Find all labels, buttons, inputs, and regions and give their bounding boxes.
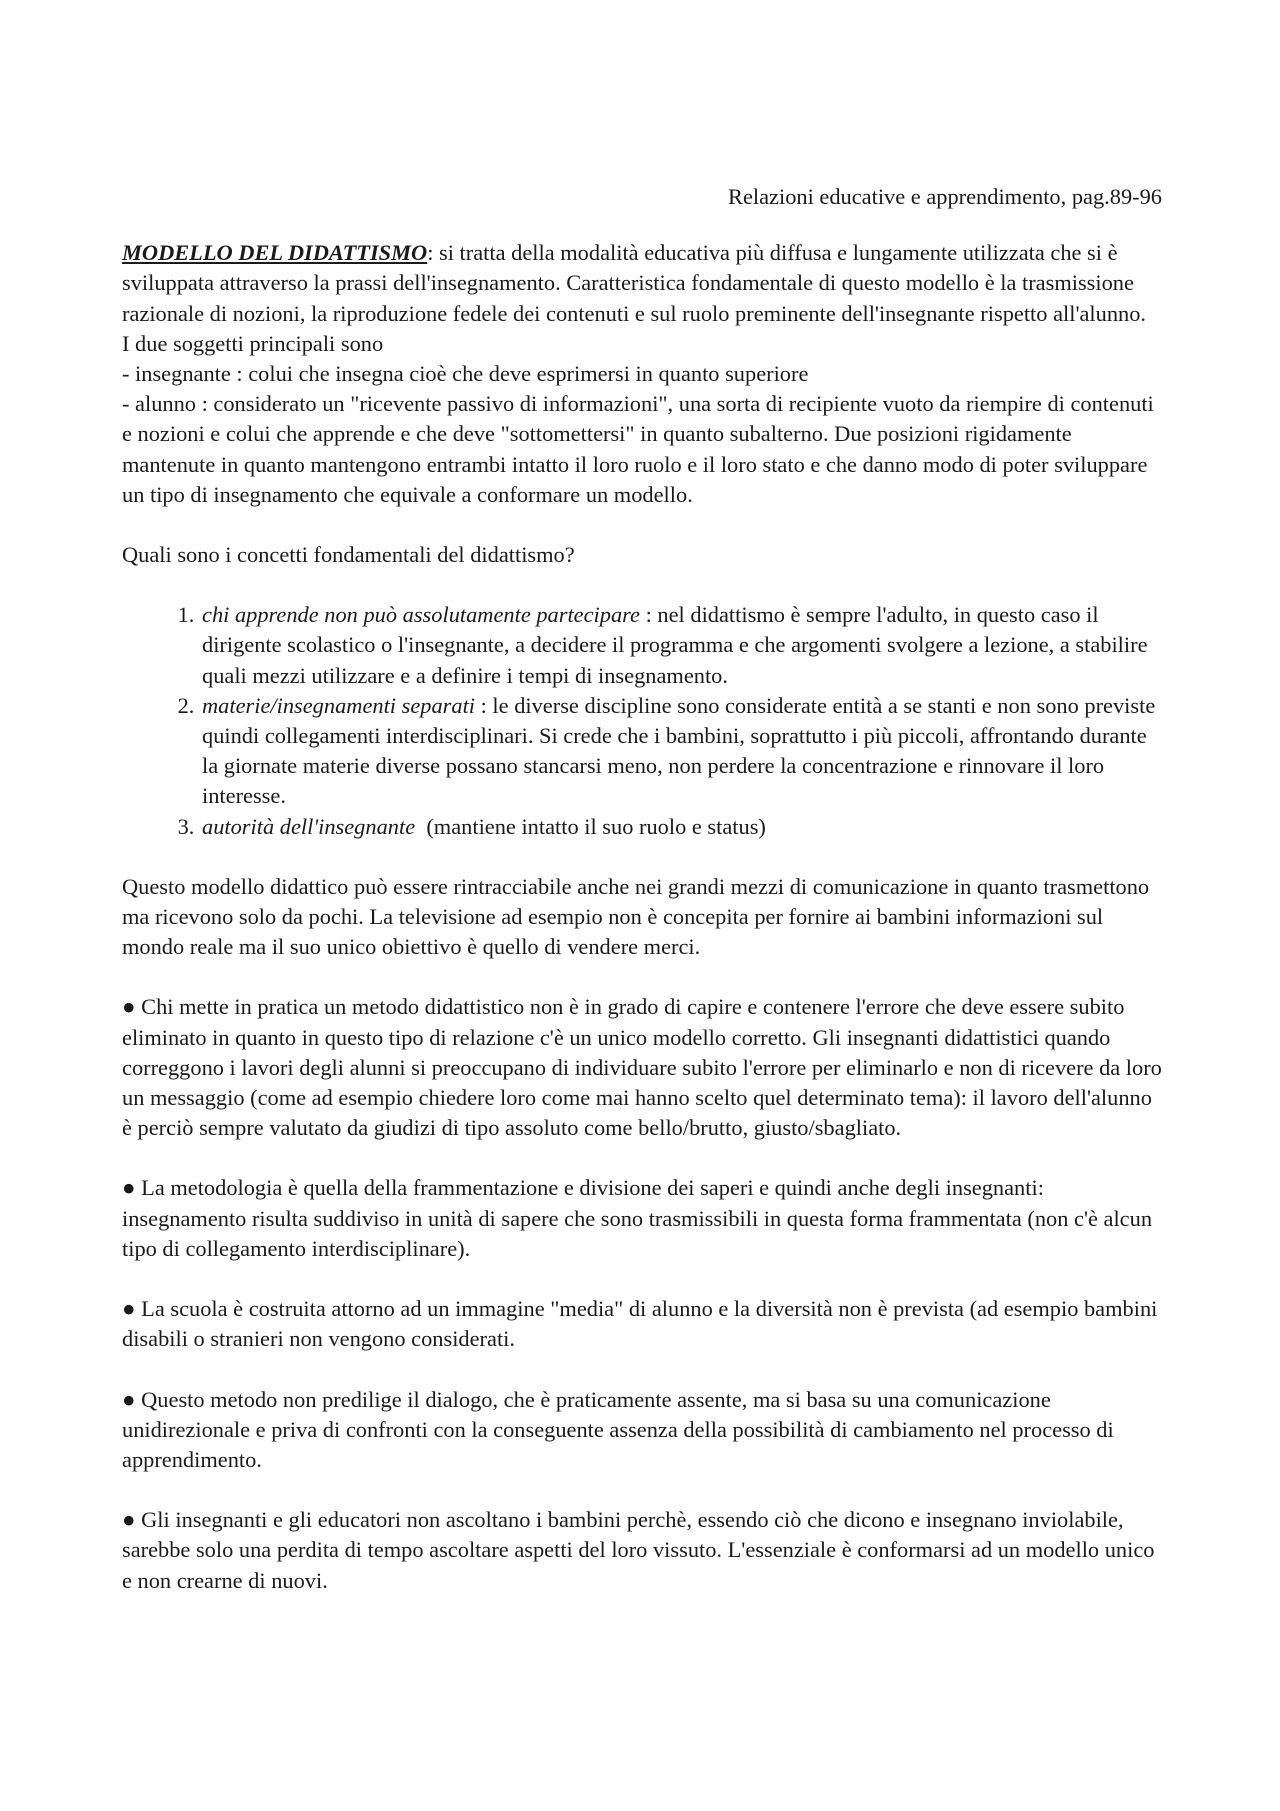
bullet-paragraph: [122, 1173, 1162, 1264]
concept-term: autorità dell'insegnante: [202, 813, 416, 839]
concept-term: chi apprende non può assolutamente partecipare: [202, 602, 640, 628]
concept-text: : nel didattismo è sempre l'adulto, in questo caso il dirigente scolastico o l'insegnante, a decidere il programma e che argomenti svolgere a lezione, a stabilire quali mezzi utilizzare e a definire i tempi di insegnamento.: [202, 602, 1148, 688]
question-line: Quali sono i concetti fondamentali del didattismo?: [122, 542, 575, 568]
concept-item: [200, 812, 1162, 842]
bullet-paragraph: [122, 1385, 1162, 1476]
bullet-icon: ●: [122, 1296, 136, 1322]
concept-item: [200, 600, 1162, 691]
media-paragraph: Questo modello didattico può essere rintracciabile anche nei grandi mezzi di comunicazione in quanto trasmettono ma ricevono solo da pochi. La televisione ad esempio non è concepita per fornire ai bambini informazioni sul mondo reale ma il suo unico obiettivo è quello di vendere merci.: [122, 873, 1150, 960]
section-title: MODELLO DEL DIDATTISMO: [122, 240, 428, 266]
bullet-paragraph: [122, 1294, 1162, 1354]
concept-term: materie/insegnamenti separati: [202, 692, 476, 718]
bullet-paragraph: [122, 992, 1162, 1143]
source-reference: Relazioni educative e apprendimento, pag.89-96: [728, 184, 1162, 209]
bullet-icon: ●: [122, 1507, 136, 1533]
concept-text: (mantiene intatto il suo ruolo e status): [415, 813, 766, 839]
concept-text: : le diverse discipline sono considerate entità a se stanti e non sono previste quindi collegamenti interdisciplinari. Si crede che i bambini, soprattutto i più piccoli, affrontando durante la giornate materie diverse possano stancarsi meno, non perdere la concentrazione e rinnovare il loro interesse.: [202, 692, 1156, 809]
concept-item: [200, 691, 1162, 812]
concepts-list: [122, 600, 1162, 842]
bullet-icon: ●: [122, 994, 136, 1020]
bullet-text: La metodologia è quella della frammentazione e divisione dei saperi e quindi anche degli insegnanti: insegnamento risulta suddiviso in unità di sapere che sono trasmissibili in questa forma frammentata (non c'è alcun tipo di collegamento interdisciplinare).: [122, 1175, 1153, 1261]
bullet-icon: ●: [122, 1175, 136, 1201]
bullet-text: Chi mette in pratica un metodo didattistico non è in grado di capire e contenere l'errore che deve essere subito eliminato in quanto in questo tipo di relazione c'è un unico modello corretto. Gli insegnanti didattistici quando correggono i lavori degli alunni si preoccupano di individuare subito l'errore per eliminarlo e non di ricevere da loro un messaggio (come ad esempio chiedere loro come mai hanno scelto quel determinato tema): il lavoro dell'alunno è perciò sempre valutato da giudizi di tipo assoluto come bello/brutto, giusto/sbagliato.: [122, 994, 1162, 1141]
bullet-paragraph: [122, 1505, 1162, 1596]
bullet-icon: ●: [122, 1386, 136, 1412]
bullet-text: La scuola è costruita attorno ad un immagine "media" di alunno e la diversità non è prevista (ad esempio bambini disabili o stranieri non vengono considerati.: [122, 1296, 1158, 1352]
intro-text: : si tratta della modalità educativa più diffusa e lungamente utilizzata che si è sviluppata attraverso la prassi dell'insegnamento. Caratteristica fondamentale di questo modello è la trasmissione razionale di nozioni, la riproduzione fedele dei contenuti e sul ruolo preminente dell'insegnante rispetto all'alunno.: [122, 240, 1147, 326]
bullet-text: Questo metodo non predilige il dialogo, che è praticamente assente, ma si basa su una comunicazione unidirezionale e priva di confronti con la conseguente assenza della possibilità di cambiamento nel processo di apprendimento.: [122, 1386, 1114, 1472]
bullet-text: Gli insegnanti e gli educatori non ascoltano i bambini perchè, essendo ciò che dicono e insegnano inviolabile, sarebbe solo una perdita di tempo ascoltare aspetti del loro vissuto. L'essenziale è conformarsi ad un modello unico e non crearne di nuovi.: [122, 1507, 1155, 1593]
intro-paragraph: [122, 238, 1162, 329]
document-page: [122, 182, 1162, 1596]
subject-student: - alunno : considerato un "ricevente passivo di informazioni", una sorta di recipiente vuoto da riempire di contenuti e nozioni e colui che apprende e che deve "sottomettersi" in quanto subalterno. Due posizioni rigidamente mantenute in quanto mantengono entrambi intatto il loro ruolo e il loro stato e che danno modo di poter sviluppare un tipo di insegnamento che equivale a conformare un modello.: [122, 391, 1154, 507]
subjects-lead: I due soggetti principali sono: [122, 330, 384, 356]
subject-teacher: - insegnante : colui che insegna cioè che deve esprimersi in quanto superiore: [122, 361, 809, 387]
